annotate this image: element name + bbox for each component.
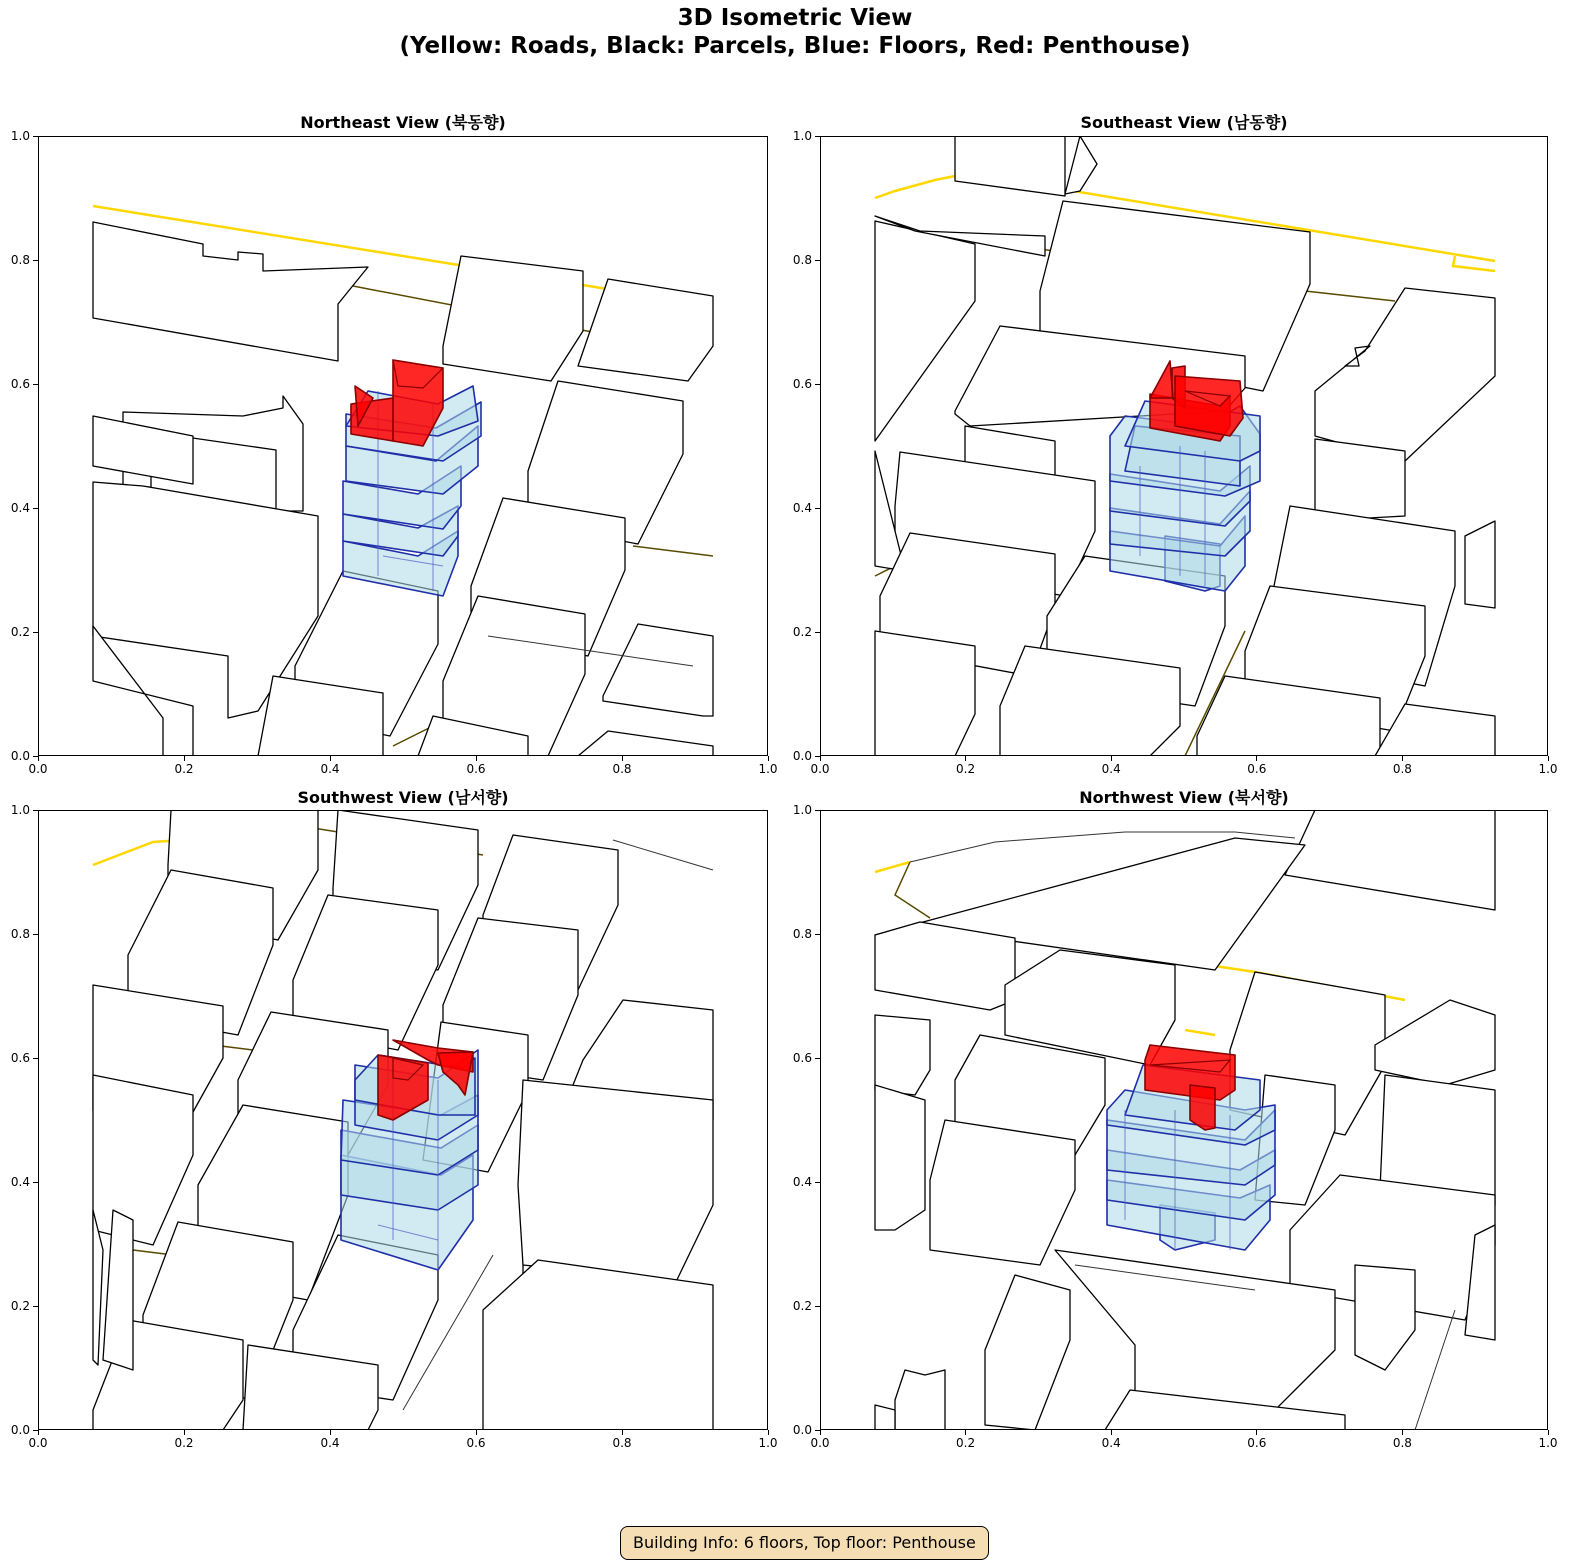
parcel-building bbox=[875, 922, 1015, 1010]
x-tick-label: 1.0 bbox=[758, 762, 778, 776]
y-tick-mark bbox=[33, 934, 38, 935]
x-tick-mark bbox=[330, 1430, 331, 1435]
y-tick-mark bbox=[33, 632, 38, 633]
panel-title-southeast: Southeast View (남동향) bbox=[1080, 113, 1288, 132]
scene-northeast bbox=[38, 136, 768, 756]
x-tick-label: 0.0 bbox=[810, 1436, 830, 1450]
y-tick-mark bbox=[815, 260, 820, 261]
figure-title-line2: (Yellow: Roads, Black: Parcels, Blue: Floors, Red: Penthouse) bbox=[399, 33, 1191, 59]
figure-title-line1: 3D Isometric View bbox=[677, 5, 913, 31]
x-tick-mark bbox=[1256, 756, 1257, 761]
scene-southwest bbox=[38, 810, 768, 1430]
y-tick-mark bbox=[815, 756, 820, 757]
y-tick-mark bbox=[33, 136, 38, 137]
y-tick-label: 0.8 bbox=[10, 927, 30, 941]
parcel-building bbox=[1375, 1000, 1495, 1085]
x-tick-mark bbox=[820, 1430, 821, 1435]
x-tick-mark bbox=[476, 1430, 477, 1435]
x-tick-mark bbox=[1548, 1430, 1549, 1435]
y-tick-label: 0.4 bbox=[10, 1175, 30, 1189]
y-tick-label: 0.6 bbox=[10, 377, 30, 391]
x-tick-label: 0.0 bbox=[28, 1436, 48, 1450]
x-tick-mark bbox=[622, 756, 623, 761]
parcel-building bbox=[1315, 288, 1495, 461]
y-tick-label: 0.0 bbox=[10, 1423, 30, 1437]
x-tick-label: 0.2 bbox=[174, 1436, 194, 1450]
road-line bbox=[1305, 291, 1395, 301]
x-tick-label: 0.2 bbox=[956, 762, 976, 776]
y-tick-label: 0.4 bbox=[10, 501, 30, 515]
y-tick-label: 1.0 bbox=[10, 129, 30, 143]
x-tick-label: 0.6 bbox=[1247, 762, 1267, 776]
x-tick-mark bbox=[965, 1430, 966, 1435]
x-tick-label: 0.2 bbox=[956, 1436, 976, 1450]
y-tick-mark bbox=[33, 384, 38, 385]
y-tick-mark bbox=[815, 508, 820, 509]
x-tick-label: 0.6 bbox=[466, 762, 486, 776]
x-tick-mark bbox=[768, 1430, 769, 1435]
y-tick-mark bbox=[815, 136, 820, 137]
parcel-building bbox=[930, 1120, 1075, 1265]
y-tick-label: 1.0 bbox=[792, 803, 812, 817]
parcel-building bbox=[875, 1085, 925, 1230]
parcel-building bbox=[443, 256, 583, 381]
x-tick-mark bbox=[1402, 1430, 1403, 1435]
parcel-building bbox=[578, 279, 713, 381]
y-tick-mark bbox=[815, 1182, 820, 1183]
y-tick-label: 0.6 bbox=[10, 1051, 30, 1065]
parcel-edge bbox=[613, 840, 713, 870]
x-tick-label: 0.4 bbox=[320, 1436, 340, 1450]
y-tick-mark bbox=[815, 1058, 820, 1059]
x-tick-mark bbox=[1111, 1430, 1112, 1435]
parcel-building bbox=[603, 624, 713, 716]
scene-northwest bbox=[820, 810, 1548, 1430]
y-tick-mark bbox=[33, 1182, 38, 1183]
y-tick-label: 0.2 bbox=[10, 1299, 30, 1313]
parcel-edge bbox=[1415, 1310, 1455, 1430]
road-line bbox=[633, 546, 713, 556]
parcel-building bbox=[518, 1080, 713, 1288]
y-tick-label: 0.8 bbox=[792, 927, 812, 941]
x-tick-label: 0.8 bbox=[612, 762, 632, 776]
road-line bbox=[875, 862, 910, 872]
y-tick-mark bbox=[33, 508, 38, 509]
x-tick-mark bbox=[38, 1430, 39, 1435]
y-tick-mark bbox=[33, 756, 38, 757]
road-line bbox=[1185, 1030, 1215, 1035]
y-tick-label: 0.8 bbox=[792, 253, 812, 267]
x-tick-mark bbox=[1256, 1430, 1257, 1435]
parcel-building bbox=[875, 1015, 930, 1095]
penthouse-wall bbox=[1190, 1085, 1215, 1130]
x-tick-mark bbox=[184, 1430, 185, 1435]
x-tick-label: 0.4 bbox=[320, 762, 340, 776]
x-tick-label: 0.6 bbox=[466, 1436, 486, 1450]
parcel-building bbox=[895, 1370, 945, 1430]
x-tick-mark bbox=[476, 756, 477, 761]
parcel-building bbox=[1065, 136, 1097, 194]
y-tick-label: 0.8 bbox=[10, 253, 30, 267]
x-tick-label: 0.4 bbox=[1101, 1436, 1121, 1450]
y-tick-mark bbox=[33, 260, 38, 261]
y-tick-mark bbox=[815, 384, 820, 385]
axes-northeast bbox=[38, 136, 768, 756]
x-tick-label: 0.8 bbox=[1392, 762, 1412, 776]
parcel-building bbox=[578, 731, 713, 756]
y-tick-label: 1.0 bbox=[792, 129, 812, 143]
parcel-building bbox=[955, 136, 1065, 196]
penthouse-wall bbox=[1175, 376, 1243, 436]
y-tick-label: 0.4 bbox=[792, 1175, 812, 1189]
x-tick-mark bbox=[768, 756, 769, 761]
x-tick-label: 0.8 bbox=[1392, 1436, 1412, 1450]
y-tick-label: 0.6 bbox=[792, 1051, 812, 1065]
x-tick-label: 0.6 bbox=[1247, 1436, 1267, 1450]
x-tick-mark bbox=[820, 756, 821, 761]
y-tick-mark bbox=[815, 1306, 820, 1307]
scene-southeast bbox=[820, 136, 1548, 756]
axes-southeast bbox=[820, 136, 1548, 756]
parcel-building bbox=[985, 1275, 1070, 1430]
figure-title bbox=[0, 4, 1590, 60]
axes-southwest bbox=[38, 810, 768, 1430]
x-tick-mark bbox=[965, 756, 966, 761]
parcel-building bbox=[875, 631, 975, 756]
axes-northwest bbox=[820, 810, 1548, 1430]
y-tick-label: 0.2 bbox=[792, 1299, 812, 1313]
y-tick-label: 0.0 bbox=[10, 749, 30, 763]
x-tick-label: 0.2 bbox=[174, 762, 194, 776]
road-line bbox=[895, 862, 930, 918]
y-tick-mark bbox=[33, 810, 38, 811]
y-tick-label: 0.0 bbox=[792, 749, 812, 763]
x-tick-mark bbox=[1548, 756, 1549, 761]
penthouse bbox=[351, 360, 443, 446]
parcel-building bbox=[483, 1260, 713, 1430]
x-tick-mark bbox=[330, 756, 331, 761]
y-tick-label: 0.4 bbox=[792, 501, 812, 515]
y-tick-mark bbox=[815, 810, 820, 811]
y-tick-label: 0.6 bbox=[792, 377, 812, 391]
building-info-box: Building Info: 6 floors, Top floor: Penthouse bbox=[620, 1526, 989, 1560]
x-tick-label: 0.0 bbox=[810, 762, 830, 776]
y-tick-label: 0.2 bbox=[10, 625, 30, 639]
x-tick-mark bbox=[622, 1430, 623, 1435]
x-tick-label: 0.0 bbox=[28, 762, 48, 776]
x-tick-label: 1.0 bbox=[1538, 1436, 1558, 1450]
x-tick-label: 1.0 bbox=[1538, 762, 1558, 776]
x-tick-label: 0.4 bbox=[1101, 762, 1121, 776]
x-tick-label: 0.8 bbox=[612, 1436, 632, 1450]
y-tick-mark bbox=[33, 1058, 38, 1059]
y-tick-label: 1.0 bbox=[10, 803, 30, 817]
y-tick-mark bbox=[815, 934, 820, 935]
y-tick-mark bbox=[33, 1430, 38, 1431]
y-tick-label: 0.0 bbox=[792, 1423, 812, 1437]
parcel-building bbox=[875, 1405, 895, 1430]
y-tick-mark bbox=[815, 1430, 820, 1431]
y-tick-mark bbox=[33, 1306, 38, 1307]
panel-title-northwest: Northwest View (북서향) bbox=[1079, 788, 1289, 807]
parcel-edge bbox=[93, 1210, 103, 1365]
parcel-building bbox=[1355, 1265, 1415, 1370]
parcel-building bbox=[1285, 810, 1495, 910]
y-tick-mark bbox=[815, 632, 820, 633]
x-tick-mark bbox=[1111, 756, 1112, 761]
panel-title-northeast: Northeast View (북동향) bbox=[300, 113, 506, 132]
parcel-building bbox=[93, 1075, 193, 1245]
y-tick-label: 0.2 bbox=[792, 625, 812, 639]
x-tick-mark bbox=[184, 756, 185, 761]
x-tick-label: 1.0 bbox=[758, 1436, 778, 1450]
x-tick-mark bbox=[1402, 756, 1403, 761]
parcel-building bbox=[1315, 439, 1405, 521]
parcel-building bbox=[1465, 521, 1495, 608]
x-tick-mark bbox=[38, 756, 39, 761]
panel-title-southwest: Southwest View (남서향) bbox=[297, 788, 509, 807]
